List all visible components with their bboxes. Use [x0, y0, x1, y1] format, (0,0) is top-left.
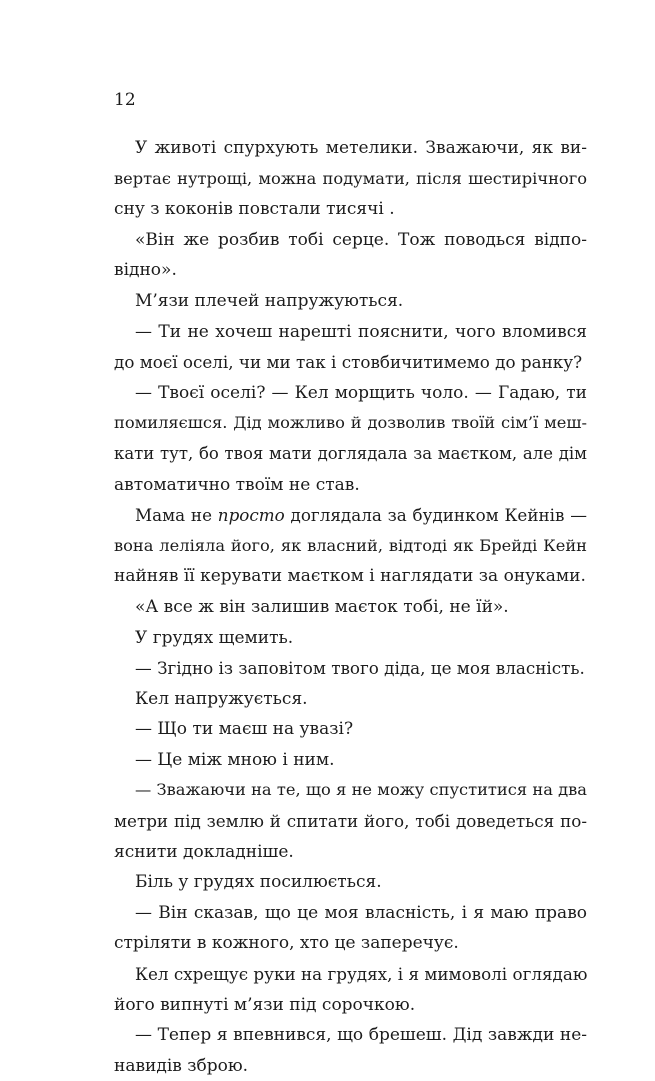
text-line: — Зважаючи на те, що я не можу спуститися на два — [135, 780, 587, 800]
text-line — [114, 500, 587, 531]
text-line: М’язи плечей напружуються. — [135, 290, 404, 311]
text-line: його випнуті м’язи під сорочкою. — [114, 994, 416, 1015]
text-line: стріляти в кожного, хто це заперечує. — [114, 933, 459, 954]
body-text — [114, 133, 587, 1081]
text-line: — Згідно із заповітом твого діда, це моя власність. — [135, 658, 585, 679]
text-line: — Це між мною і ним. — [135, 749, 335, 770]
text-line: вертає нутрощі, можна подумати, після шестирічного — [114, 168, 587, 188]
text-line: автоматично твоїм не став. — [114, 474, 360, 495]
text-line: до моєї оселі, чи ми так і стовбичитимемо до ранку? — [114, 352, 583, 373]
text-line: навидів зброю. — [114, 1055, 249, 1076]
page-number: 12 — [114, 90, 136, 110]
text-line: сну з коконів повстали тисячі . — [114, 199, 395, 220]
text-line: — Що ти маєш на увазі? — [135, 719, 354, 740]
text-line: метри під землю й спитати його, тобі доведеться по- — [114, 811, 587, 832]
text-line: У животі спурхують метелики. Зважаючи, як ви- — [135, 138, 587, 158]
emphasis-text: просто — [217, 505, 285, 526]
text-line: помиляєшся. Дід можливо й дозволив твоїй сім’ї меш- — [114, 413, 587, 433]
text-segment: доглядала за будинком Кейнів — — [284, 505, 587, 526]
text-line: кати тут, бо твоя мати доглядала за маєтком, але дім — [114, 443, 587, 463]
text-line: — Твоєї оселі? — Кел морщить чоло. — Гадаю, ти — [135, 382, 587, 403]
text-line: яснити докладніше. — [114, 841, 294, 862]
text-line: «А все ж він залишив маєток тобі, не їй». — [135, 596, 509, 617]
text-line: вона леліяла його, як власний, відтоді як Брейді Кейн — [114, 535, 587, 555]
text-line: Кел напружується. — [135, 688, 308, 709]
text-segment: Мама не — [135, 505, 218, 526]
text-line: — Він сказав, що це моя власність, і я маю право — [135, 902, 587, 923]
text-line: Кел схрещує руки на грудях, і я мимоволі оглядаю — [135, 964, 588, 985]
text-line: «Він же розбив тобі серце. Тож поводься відпо- — [135, 229, 587, 250]
text-line: У грудях щемить. — [135, 627, 294, 648]
text-line: — Тепер я впевнився, що брешеш. Дід завжди не- — [135, 1025, 587, 1046]
text-line: відно». — [114, 260, 177, 281]
text-line: — Ти не хочеш нарешті пояснити, чого вломився — [135, 321, 587, 342]
text-line: Біль у грудях посилюється. — [135, 872, 382, 893]
text-line: найняв її керувати маєтком і наглядати за онуками. — [114, 566, 586, 587]
